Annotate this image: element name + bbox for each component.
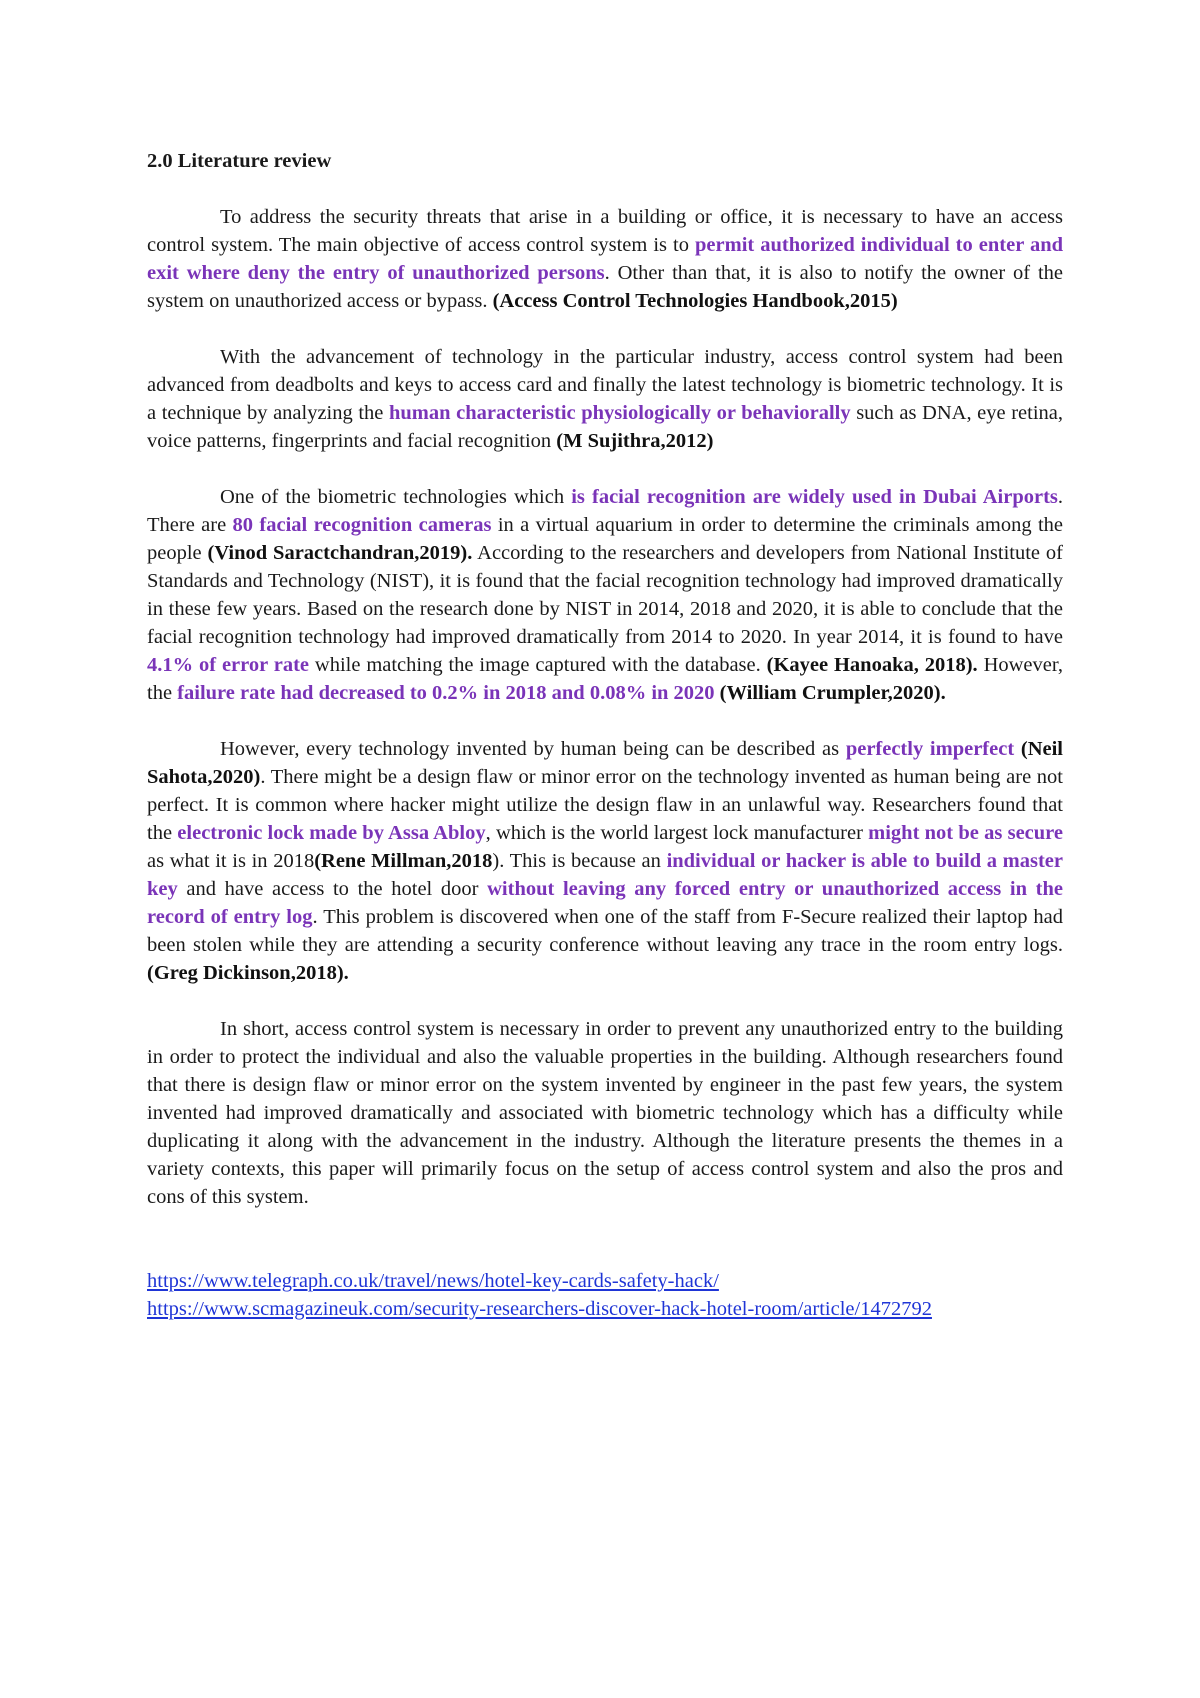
paragraph-text: . There are xyxy=(147,486,1063,536)
paragraph-text: ). This is because an xyxy=(492,850,667,872)
highlighted-phrase: failure rate had decreased to 0.2% in 2018 and 0.08% in 2020 xyxy=(177,682,715,704)
citation: (Vinod Saractchandran,2019). xyxy=(207,542,473,564)
highlighted-phrase: 4.1% of error rate xyxy=(147,654,310,676)
paragraph-5 xyxy=(147,1015,1063,1211)
paragraph-text: In short, access control system is necessary in order to prevent any unauthorized entry to the building in order to protect the individual and also the valuable properties in the building. Although researchers found that there is design flaw or minor error on the system invented by engineer in the past few years, the system invented had improved dramatically and associated with biometric technology which has a difficulty while duplicating it along with the advancement in the industry. Although the literature presents the themes in a variety contexts, this paper will primarily focus on the setup of access control system and also the pros and cons of this system. xyxy=(147,1018,1063,1208)
paragraph-text: . There might be a design flaw or minor error on the technology invented as human being are not perfect. It is common where hacker might utilize the design flaw in an unlawful way. Researchers found that the xyxy=(147,766,1063,844)
highlighted-phrase: might not be as secure xyxy=(868,822,1063,844)
paragraph-text: One of the biometric technologies which xyxy=(220,486,572,508)
citation: (Kayee Hanoaka, 2018). xyxy=(766,654,978,676)
paragraph-1 xyxy=(147,203,1063,315)
paragraph-text: . Other than that, it is also to notify the owner of the system on unauthorized access or bypass. xyxy=(147,262,1064,312)
paragraph-text: To address the security threats that arise in a building or office, it is necessary to have an access control system. The main objective of access control system is to xyxy=(147,206,1063,256)
citation: (M Sujithra,2012) xyxy=(556,430,714,452)
paragraph-text: as what it is in 2018 xyxy=(147,850,315,872)
citation: (William Crumpler,2020). xyxy=(719,682,946,704)
document-body xyxy=(147,147,1063,1323)
highlighted-phrase: perfectly imperfect xyxy=(845,738,1015,760)
highlighted-phrase: electronic lock made by Assa Abloy xyxy=(177,822,486,844)
paragraph-text: . This problem is discovered when one of the staff from F-Secure realized their laptop had been stolen while they are attending a security conference without leaving any trace in the room entry logs. xyxy=(147,906,1064,956)
reference-link-scmagazine[interactable]: https://www.scmagazineuk.com/security-researchers-discover-hack-hotel-room/article/1472792 xyxy=(147,1298,932,1320)
paragraph-text: such as DNA, eye retina, voice patterns, fingerprints and facial recognition xyxy=(147,402,1063,452)
paragraph-3 xyxy=(147,483,1063,707)
section-heading: 2.0 Literature review xyxy=(147,150,332,172)
paragraph-text: However, the xyxy=(147,654,1064,704)
paragraph-text: while matching the image captured with the database. xyxy=(309,654,767,676)
citation: (Neil Sahota,2020) xyxy=(147,738,1063,788)
highlighted-phrase: permit authorized individual to enter and exit where deny the entry of unauthorized persons xyxy=(147,234,1063,284)
paragraph-text: , which is the world largest lock manufacturer xyxy=(485,822,869,844)
reference-link-telegraph[interactable]: https://www.telegraph.co.uk/travel/news/hotel-key-cards-safety-hack/ xyxy=(147,1270,719,1292)
paragraph-text: in a virtual aquarium in order to determine the criminals among the people xyxy=(147,514,1063,564)
citation: (Greg Dickinson,2018). xyxy=(147,962,349,984)
paragraph-text: However, every technology invented by human being can be described as xyxy=(220,738,846,760)
paragraph-text: and have access to the hotel door xyxy=(177,878,488,900)
paragraph-4 xyxy=(147,735,1063,987)
highlighted-phrase: 80 facial recognition cameras xyxy=(232,514,492,536)
reference-links xyxy=(147,1267,1063,1323)
highlighted-phrase: human characteristic physiologically or behaviorally xyxy=(389,402,851,424)
citation: (Rene Millman,2018 xyxy=(314,850,493,872)
citation: (Access Control Technologies Handbook,2015) xyxy=(492,290,898,312)
paragraph-text: With the advancement of technology in the particular industry, access control system had been advanced from deadbolts and keys to access card and finally the latest technology is biometric technology. It is a technique by analyzing the xyxy=(147,346,1063,424)
highlighted-phrase: is facial recognition are widely used in Dubai Airports xyxy=(571,486,1058,508)
paragraph-text: According to the researchers and developers from National Institute of Standards and Technology (NIST), it is found that the facial recognition technology had improved dramatically in these few years. Based on the research done by NIST in 2014, 2018 and 2020, it is able to conclude that the facial recognition technology had improved dramatically from 2014 to 2020. In year 2014, it is found to have xyxy=(147,542,1063,648)
paragraph-2 xyxy=(147,343,1063,455)
paragraph-text xyxy=(1014,738,1021,760)
highlighted-phrase: without leaving any forced entry or unauthorized access in the record of entry log xyxy=(147,878,1063,928)
highlighted-phrase: individual or hacker is able to build a master key xyxy=(147,850,1063,900)
